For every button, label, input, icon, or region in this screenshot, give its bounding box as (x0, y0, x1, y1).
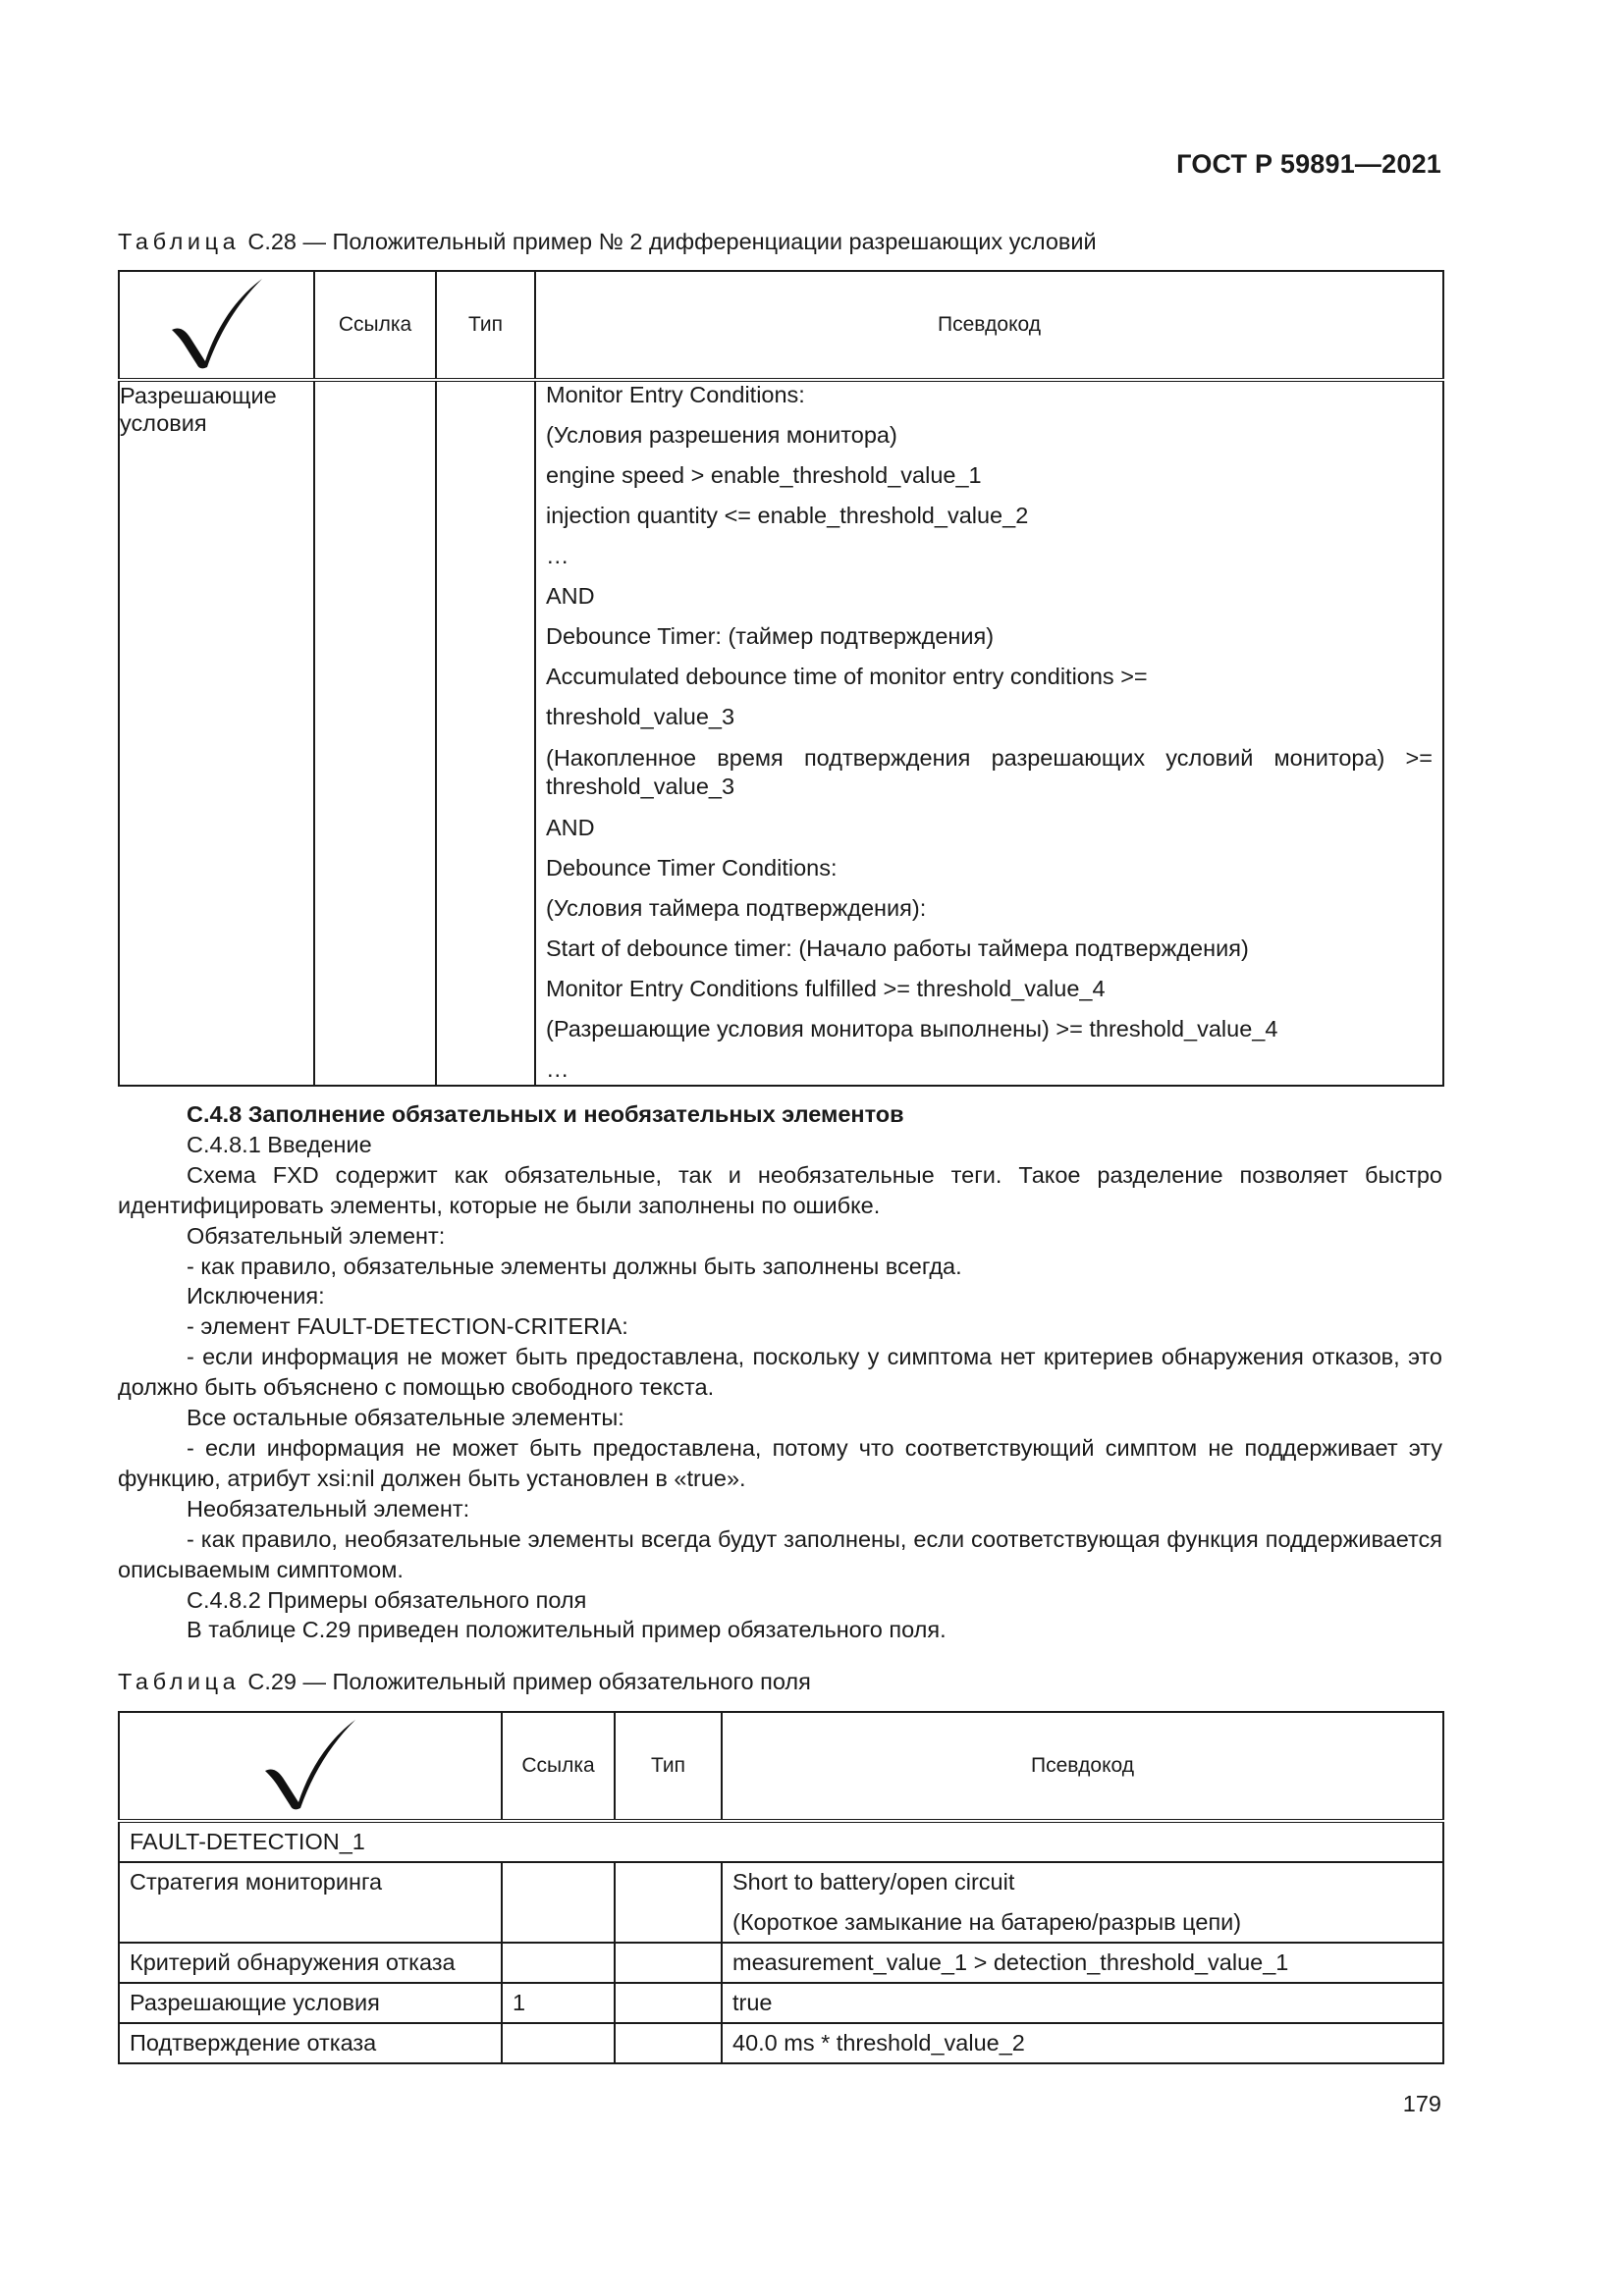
document-standard-header: ГОСТ Р 59891—2021 (1176, 149, 1441, 179)
pseudocode-line: Short to battery/open circuit (732, 1869, 1015, 1895)
paragraph: - если информация не может быть предоставлена, поскольку у симптома нет критериев обнаружения отказов, это должно быть объяснено с помощью свободного текста. (118, 1344, 1442, 1401)
row-type (615, 1983, 722, 2023)
paragraph: Обязательный элемент: (187, 1222, 446, 1249)
table28-pseudocode-cell (535, 380, 1443, 1086)
row-type (615, 1943, 722, 1983)
paragraph: - как правило, обязательные элементы должны быть заполнены всегда. (187, 1253, 962, 1279)
page-number: 179 (1402, 2091, 1441, 2116)
pseudocode-line: Monitor Entry Conditions: (546, 382, 805, 407)
row-ref (502, 1943, 615, 1983)
pseudocode-line: AND (546, 815, 595, 840)
table28-row-label: Разрешающие условия (119, 380, 314, 1086)
pseudocode-line: (Условия разрешения монитора) (546, 422, 897, 448)
table28-row-ref (314, 380, 436, 1086)
paragraph: Исключения: (187, 1283, 325, 1309)
paragraph: Все остальные обязательные элементы: (187, 1405, 624, 1431)
table29-check-cell (119, 1712, 502, 1821)
pseudocode-line: Monitor Entry Conditions fulfilled >= threshold_value_4 (546, 976, 1106, 1001)
pseudocode-line: … (546, 1056, 569, 1082)
pseudocode-line: engine speed > enable_threshold_value_1 (546, 462, 982, 488)
table29-header-pseudocode: Псевдокод (722, 1712, 1443, 1821)
table28-row (119, 380, 1443, 1086)
table29-group-label: FAULT-DETECTION_1 (119, 1821, 1443, 1862)
pseudocode-line: Debounce Timer: (таймер подтверждения) (546, 623, 995, 649)
pseudocode-line: Accumulated debounce time of monitor entry conditions >= (546, 664, 1148, 689)
checkmark-icon (168, 275, 266, 369)
pseudocode-line: injection quantity <= enable_threshold_value_2 (546, 503, 1029, 528)
paragraph: Схема FXD содержит как обязательные, так и необязательные теги. Такое разделение позволяет быстро идентифицировать элементы, которые не были заполнены по ошибке. (118, 1161, 1442, 1218)
row-pseudocode (722, 1862, 1443, 1943)
table29-header-type: Тип (615, 1712, 722, 1821)
table28-caption-label: Таблица (118, 229, 241, 254)
checkmark-icon (261, 1716, 359, 1810)
table28-header-type: Тип (436, 271, 535, 380)
pseudocode-line: threshold_value_3 (546, 704, 735, 729)
row-ref (502, 2023, 615, 2063)
row-label: Подтверждение отказа (119, 2023, 502, 2063)
table-row (119, 2023, 1443, 2063)
table28-caption (118, 229, 1097, 255)
row-label: Стратегия мониторинга (119, 1862, 502, 1943)
row-type (615, 2023, 722, 2063)
subsection-title: С.4.8.1 Введение (187, 1131, 372, 1157)
table-row (119, 1983, 1443, 2023)
table29-header-ref: Ссылка (502, 1712, 615, 1821)
row-pseudocode: measurement_value_1 > detection_threshold_value_1 (722, 1943, 1443, 1983)
table29-caption (118, 1669, 811, 1695)
table-c29 (118, 1711, 1444, 2064)
body-text (118, 1099, 1442, 1645)
table-c28 (118, 270, 1444, 1087)
table28-caption-text: С.28 — Положительный пример № 2 дифференциации разрешающих условий (247, 229, 1097, 254)
paragraph: В таблице С.29 приведен положительный пример обязательного поля. (187, 1617, 947, 1643)
row-label: Разрешающие условия (119, 1983, 502, 2023)
pseudocode-line: (Короткое замыкание на батарею/разрыв цепи) (732, 1909, 1242, 1935)
paragraph: - как правило, необязательные элементы всегда будут заполнены, если соответствующая функция поддерживается описываемым симптомом. (118, 1525, 1442, 1582)
row-label: Критерий обнаружения отказа (119, 1943, 502, 1983)
table28-check-cell (119, 271, 314, 380)
row-type (615, 1862, 722, 1943)
table28-header-ref: Ссылка (314, 271, 436, 380)
subsection-title: С.4.8.2 Примеры обязательного поля (187, 1586, 587, 1613)
paragraph: - элемент FAULT-DETECTION-CRITERIA: (187, 1313, 628, 1340)
paragraph: Необязательный элемент: (187, 1495, 470, 1522)
paragraph: - если информация не может быть предоставлена, потому что соответствующий симптом не поддерживает эту функцию, атрибут xsi:nil должен быть установлен в «true». (118, 1434, 1442, 1491)
table29-caption-text: С.29 — Положительный пример обязательного поля (247, 1669, 811, 1694)
table29-header-row (119, 1712, 1443, 1821)
pseudocode-line: Start of debounce timer: (Начало работы таймера подтверждения) (546, 935, 1249, 961)
pseudocode-line: AND (546, 583, 595, 609)
pseudocode-line: (Условия таймера подтверждения): (546, 895, 927, 921)
pseudocode-line: Debounce Timer Conditions: (546, 855, 838, 881)
row-pseudocode: 40.0 ms * threshold_value_2 (722, 2023, 1443, 2063)
table28-header-pseudocode: Псевдокод (535, 271, 1443, 380)
row-ref (502, 1862, 615, 1943)
table29-group-row (119, 1821, 1443, 1862)
row-ref: 1 (502, 1983, 615, 2023)
pseudocode-line: (Накопленное время подтверждения разрешающих условий монитора) >= threshold_value_3 (546, 745, 1433, 799)
table29-caption-label: Таблица (118, 1669, 241, 1694)
table-row (119, 1943, 1443, 1983)
table-row (119, 1862, 1443, 1943)
pseudocode-line: … (546, 543, 569, 568)
table28-row-type (436, 380, 535, 1086)
section-title: С.4.8 Заполнение обязательных и необязательных элементов (187, 1101, 904, 1127)
pseudocode-line: (Разрешающие условия монитора выполнены) >= threshold_value_4 (546, 1016, 1278, 1041)
row-pseudocode: true (722, 1983, 1443, 2023)
table28-header-row (119, 271, 1443, 380)
